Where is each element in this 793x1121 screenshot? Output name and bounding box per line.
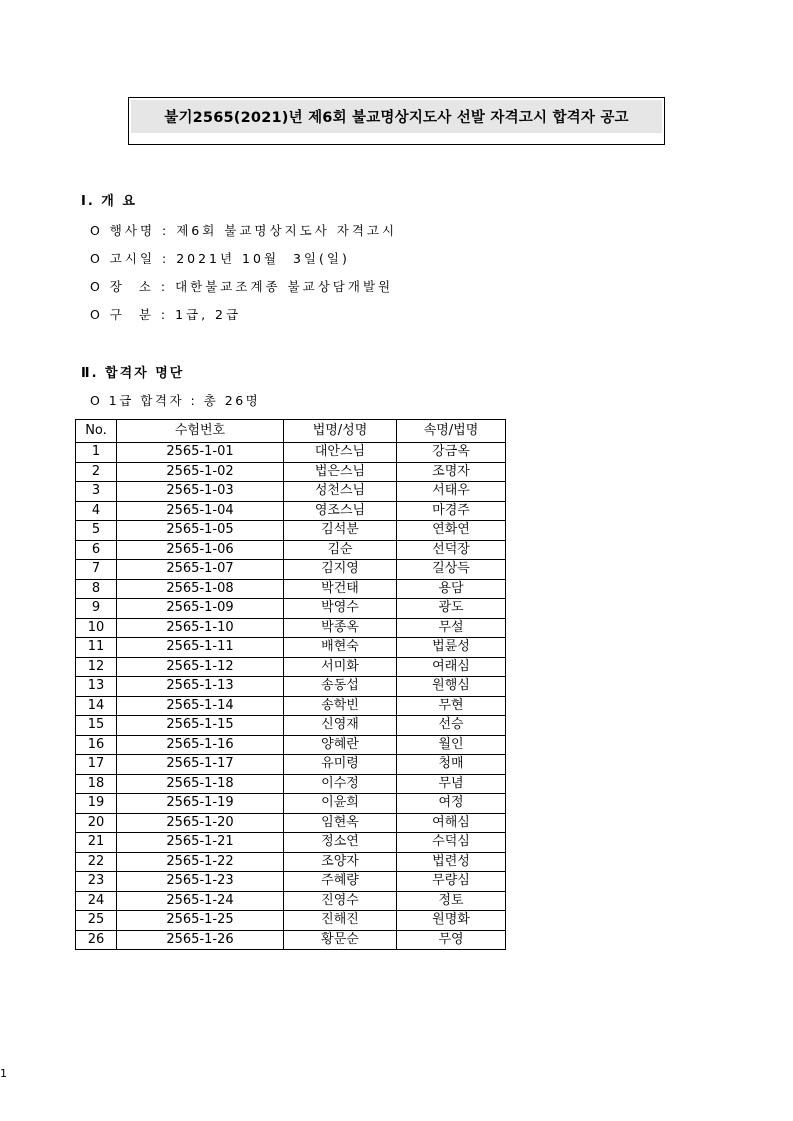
table-row	[76, 599, 506, 619]
header-dharma-name: 법명/성명	[284, 420, 397, 443]
cell-dharma-name: 서미화	[284, 657, 397, 677]
cell-exam-number: 2565-1-16	[117, 735, 284, 755]
cell-exam-number: 2565-1-19	[117, 794, 284, 814]
cell-no: 6	[76, 540, 117, 560]
header-no: No.	[76, 420, 117, 443]
cell-exam-number: 2565-1-22	[117, 852, 284, 872]
cell-lay-name: 무영	[397, 930, 506, 950]
cell-exam-number: 2565-1-08	[117, 579, 284, 599]
passers-table	[75, 419, 506, 950]
cell-lay-name: 마경주	[397, 501, 506, 521]
cell-no: 26	[76, 930, 117, 950]
cell-dharma-name: 황문순	[284, 930, 397, 950]
table-row	[76, 774, 506, 794]
cell-dharma-name: 법은스님	[284, 462, 397, 482]
table-row	[76, 443, 506, 463]
table-row	[76, 833, 506, 853]
cell-dharma-name: 대안스님	[284, 443, 397, 463]
page-title: 불기2565(2021)년 제6회 불교명상지도사 선발 자격고시 합격자 공고	[131, 100, 662, 133]
cell-lay-name: 용담	[397, 579, 506, 599]
cell-exam-number: 2565-1-26	[117, 930, 284, 950]
cell-lay-name: 여정	[397, 794, 506, 814]
header-lay-name: 속명/법명	[397, 420, 506, 443]
cell-dharma-name: 진영수	[284, 891, 397, 911]
cell-dharma-name: 영조스님	[284, 501, 397, 521]
table-row	[76, 852, 506, 872]
cell-dharma-name: 박종옥	[284, 618, 397, 638]
cell-lay-name: 원행심	[397, 677, 506, 697]
cell-lay-name: 법륜성	[397, 638, 506, 658]
cell-lay-name: 무현	[397, 696, 506, 716]
table-row	[76, 677, 506, 697]
cell-no: 12	[76, 657, 117, 677]
cell-dharma-name: 조양자	[284, 852, 397, 872]
cell-dharma-name: 이수정	[284, 774, 397, 794]
cell-dharma-name: 김순	[284, 540, 397, 560]
cell-exam-number: 2565-1-13	[117, 677, 284, 697]
cell-no: 1	[76, 443, 117, 463]
cell-lay-name: 법련성	[397, 852, 506, 872]
cell-no: 24	[76, 891, 117, 911]
cell-no: 11	[76, 638, 117, 658]
table-row	[76, 482, 506, 502]
cell-lay-name: 여래심	[397, 657, 506, 677]
cell-no: 25	[76, 911, 117, 931]
cell-no: 4	[76, 501, 117, 521]
cell-no: 2	[76, 462, 117, 482]
cell-no: 14	[76, 696, 117, 716]
cell-dharma-name: 양혜란	[284, 735, 397, 755]
cell-dharma-name: 박건태	[284, 579, 397, 599]
cell-dharma-name: 임현옥	[284, 813, 397, 833]
cell-exam-number: 2565-1-11	[117, 638, 284, 658]
cell-lay-name: 서태우	[397, 482, 506, 502]
cell-lay-name: 선덕장	[397, 540, 506, 560]
cell-no: 17	[76, 755, 117, 775]
info-line-event-name: O 행사명 : 제6회 불교명상지도사 자격고시	[90, 223, 398, 238]
table-header-row	[76, 420, 506, 443]
cell-lay-name: 무량심	[397, 872, 506, 892]
table-row	[76, 891, 506, 911]
cell-exam-number: 2565-1-09	[117, 599, 284, 619]
cell-dharma-name: 신영재	[284, 716, 397, 736]
table-row	[76, 521, 506, 541]
cell-no: 19	[76, 794, 117, 814]
passers-summary: O 1급 합격자 : 총 26명	[90, 393, 261, 408]
table-row	[76, 657, 506, 677]
cell-exam-number: 2565-1-24	[117, 891, 284, 911]
cell-lay-name: 여해심	[397, 813, 506, 833]
cell-exam-number: 2565-1-17	[117, 755, 284, 775]
table-row	[76, 755, 506, 775]
cell-exam-number: 2565-1-10	[117, 618, 284, 638]
title-box	[128, 97, 665, 145]
table-row	[76, 735, 506, 755]
table-row	[76, 696, 506, 716]
table-row	[76, 560, 506, 580]
table-row	[76, 462, 506, 482]
cell-no: 13	[76, 677, 117, 697]
info-line-exam-date: O 고시일 : 2021년 10월 3일(일)	[90, 251, 350, 266]
cell-lay-name: 무념	[397, 774, 506, 794]
cell-dharma-name: 유미령	[284, 755, 397, 775]
cell-exam-number: 2565-1-02	[117, 462, 284, 482]
section-heading-overview: Ⅰ. 개 요	[81, 194, 137, 209]
cell-no: 3	[76, 482, 117, 502]
table-row	[76, 794, 506, 814]
cell-lay-name: 길상득	[397, 560, 506, 580]
cell-exam-number: 2565-1-15	[117, 716, 284, 736]
cell-exam-number: 2565-1-01	[117, 443, 284, 463]
cell-dharma-name: 배현숙	[284, 638, 397, 658]
table-row	[76, 716, 506, 736]
cell-dharma-name: 성천스님	[284, 482, 397, 502]
cell-no: 22	[76, 852, 117, 872]
table-row	[76, 813, 506, 833]
cell-lay-name: 월인	[397, 735, 506, 755]
cell-dharma-name: 진해진	[284, 911, 397, 931]
cell-lay-name: 정토	[397, 891, 506, 911]
cell-lay-name: 무설	[397, 618, 506, 638]
cell-dharma-name: 정소연	[284, 833, 397, 853]
table-row	[76, 501, 506, 521]
cell-exam-number: 2565-1-04	[117, 501, 284, 521]
info-line-category: O 구 분 : 1급, 2급	[90, 307, 242, 322]
cell-no: 23	[76, 872, 117, 892]
footer-mark: 1	[0, 1067, 7, 1080]
table-row	[76, 930, 506, 950]
section-heading-passers: Ⅱ. 합격자 명단	[81, 366, 185, 381]
cell-exam-number: 2565-1-06	[117, 540, 284, 560]
cell-no: 10	[76, 618, 117, 638]
cell-exam-number: 2565-1-12	[117, 657, 284, 677]
info-line-venue: O 장 소 : 대한불교조계종 불교상담개발원	[90, 279, 394, 294]
cell-dharma-name: 이윤희	[284, 794, 397, 814]
cell-dharma-name: 주혜량	[284, 872, 397, 892]
cell-dharma-name: 박영수	[284, 599, 397, 619]
table-row	[76, 911, 506, 931]
table-body	[76, 443, 506, 950]
cell-exam-number: 2565-1-21	[117, 833, 284, 853]
table-row	[76, 638, 506, 658]
cell-lay-name: 연화연	[397, 521, 506, 541]
cell-exam-number: 2565-1-23	[117, 872, 284, 892]
cell-no: 8	[76, 579, 117, 599]
cell-dharma-name: 김지영	[284, 560, 397, 580]
cell-no: 9	[76, 599, 117, 619]
table-row	[76, 579, 506, 599]
cell-lay-name: 수덕심	[397, 833, 506, 853]
cell-exam-number: 2565-1-03	[117, 482, 284, 502]
cell-no: 16	[76, 735, 117, 755]
cell-exam-number: 2565-1-05	[117, 521, 284, 541]
cell-dharma-name: 송동섭	[284, 677, 397, 697]
cell-exam-number: 2565-1-25	[117, 911, 284, 931]
header-exam-number: 수험번호	[117, 420, 284, 443]
cell-exam-number: 2565-1-20	[117, 813, 284, 833]
cell-exam-number: 2565-1-14	[117, 696, 284, 716]
cell-no: 7	[76, 560, 117, 580]
table-row	[76, 872, 506, 892]
cell-exam-number: 2565-1-18	[117, 774, 284, 794]
cell-lay-name: 청매	[397, 755, 506, 775]
cell-lay-name: 광도	[397, 599, 506, 619]
cell-lay-name: 조명자	[397, 462, 506, 482]
cell-no: 21	[76, 833, 117, 853]
cell-exam-number: 2565-1-07	[117, 560, 284, 580]
table-row	[76, 618, 506, 638]
cell-dharma-name: 송학빈	[284, 696, 397, 716]
table-row	[76, 540, 506, 560]
cell-no: 15	[76, 716, 117, 736]
cell-lay-name: 강금옥	[397, 443, 506, 463]
cell-no: 20	[76, 813, 117, 833]
cell-no: 18	[76, 774, 117, 794]
cell-lay-name: 선승	[397, 716, 506, 736]
cell-dharma-name: 김석분	[284, 521, 397, 541]
cell-lay-name: 원명화	[397, 911, 506, 931]
cell-no: 5	[76, 521, 117, 541]
